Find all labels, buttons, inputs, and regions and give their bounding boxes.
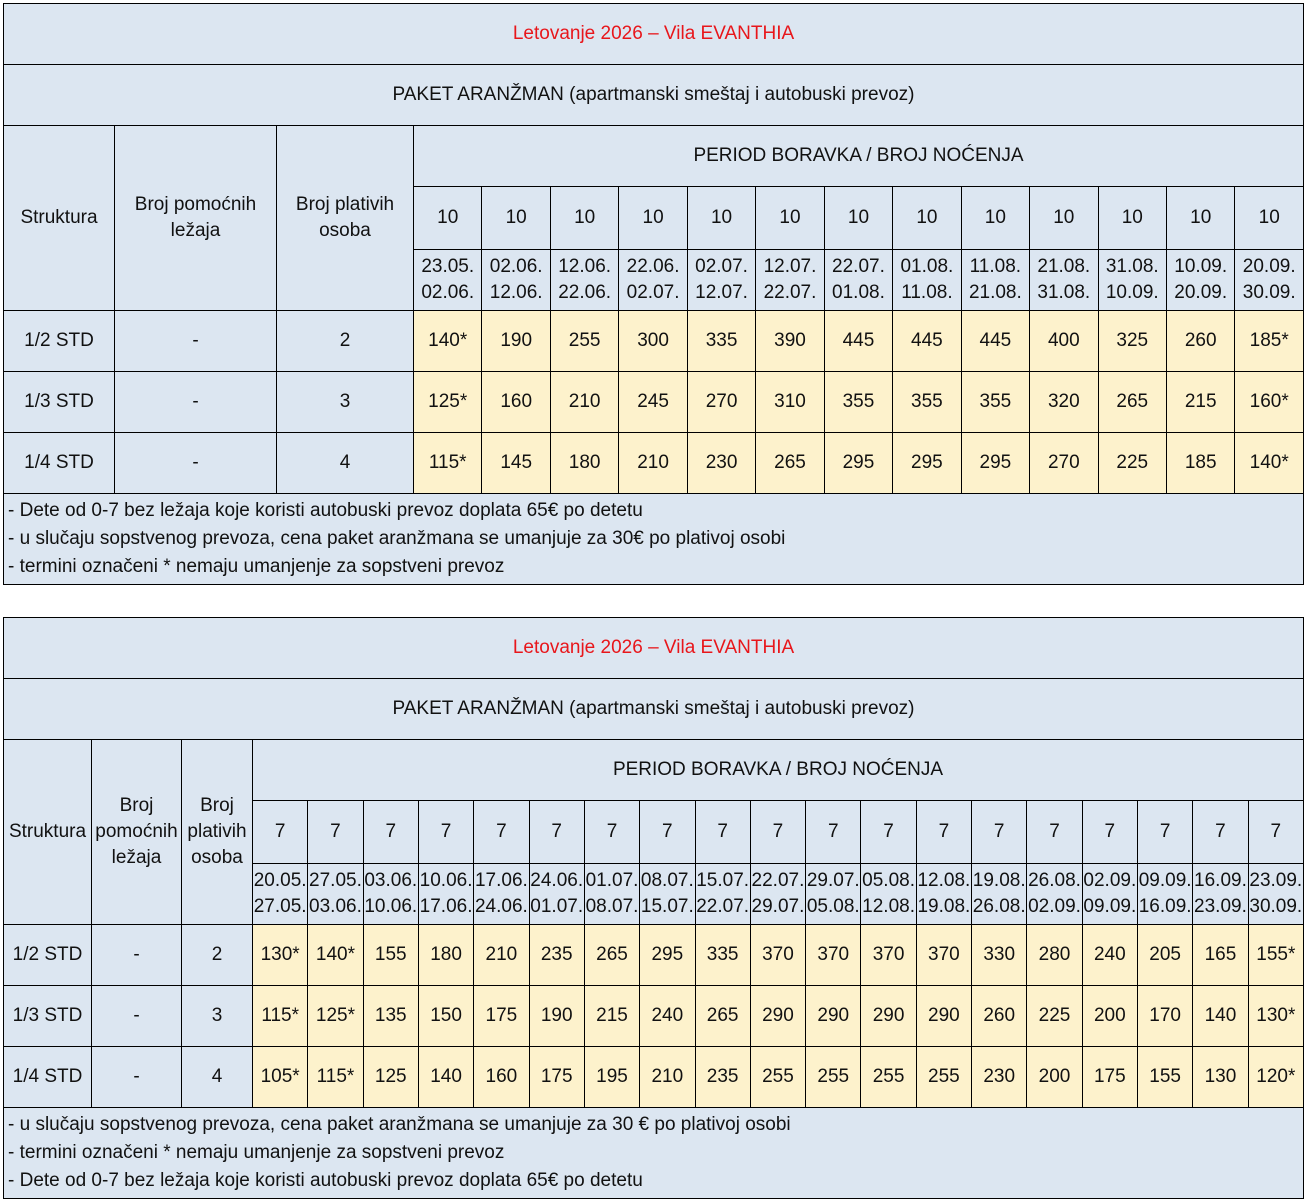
nights-cell: 10 [1030,187,1098,250]
price-cell: 400 [1030,311,1098,372]
price-cell: 270 [687,372,755,433]
price-cell: 295 [961,433,1029,494]
date-range-cell [584,864,639,925]
table-row [4,1047,1304,1108]
price-cell: 445 [893,311,961,372]
price-cell: 140* [1235,433,1304,494]
price-cell: 225 [1027,986,1082,1047]
price-cell: 155 [363,925,418,986]
date-from: 22.07. [751,870,805,891]
date-to: 12.06. [489,282,543,303]
date-to: 27.05. [253,896,307,917]
price-cell: 185* [1235,311,1304,372]
price-cell: 135 [363,986,418,1047]
row-plativ: 2 [277,311,414,372]
date-range-cell [474,864,529,925]
header-struktura: Struktura [4,740,92,925]
header-period: PERIOD BORAVKA / BROJ NOĆENJA [253,740,1304,801]
date-from: 17.06. [474,870,528,891]
date-from: 23.05. [421,256,475,277]
price-cell: 190 [529,986,584,1047]
row-struktura: 1/4 STD [4,1047,92,1108]
row-struktura: 1/3 STD [4,372,115,433]
price-table-10-nights [3,3,1304,585]
date-range-cell [806,864,861,925]
price-cell: 140 [1193,986,1248,1047]
nights-cell: 7 [529,801,584,864]
price-cell: 355 [893,372,961,433]
date-from: 03.06. [364,870,418,891]
price-cell: 335 [695,925,750,986]
price-cell: 295 [824,433,892,494]
header-pomocni-lezaji: Broj pomoćnih ležaja [115,126,277,311]
date-to: 16.09. [1138,896,1192,917]
price-cell: 255 [861,1047,916,1108]
date-to: 15.07. [640,896,694,917]
date-from: 24.06. [530,870,584,891]
date-to: 23.09. [1194,896,1247,917]
price-cell: 140 [418,1047,473,1108]
date-from: 08.07. [640,870,694,891]
price-cell: 370 [916,925,971,986]
date-range-cell [893,250,961,311]
price-cell: 280 [1027,925,1082,986]
date-range-cell [1166,250,1234,311]
row-pomocni: - [92,986,182,1047]
nights-cell: 7 [1193,801,1248,864]
date-to: 26.08. [972,896,1026,917]
price-cell: 115* [414,433,482,494]
row-struktura: 1/4 STD [4,433,115,494]
date-range-cell [972,864,1027,925]
price-cell: 260 [1166,311,1234,372]
nights-cell: 7 [916,801,971,864]
price-cell: 325 [1098,311,1166,372]
price-cell: 290 [750,986,805,1047]
nights-cell: 7 [695,801,750,864]
date-from: 23.09. [1249,870,1303,891]
notes [4,494,1304,585]
row-plativ: 2 [182,925,253,986]
nights-cell: 7 [584,801,639,864]
price-cell: 355 [824,372,892,433]
row-struktura: 1/2 STD [4,925,92,986]
date-range-cell [418,864,473,925]
nights-cell: 10 [824,187,892,250]
date-range-cell [529,864,584,925]
date-from: 22.07. [832,256,885,277]
nights-cell: 7 [640,801,695,864]
date-range-cell [824,250,892,311]
price-cell: 175 [474,986,529,1047]
date-from: 26.08. [1028,870,1081,891]
date-to: 08.07. [585,896,639,917]
price-cell: 175 [529,1047,584,1108]
price-cell: 160 [474,1047,529,1108]
price-cell: 235 [529,925,584,986]
price-cell: 210 [619,433,687,494]
price-cell: 165 [1193,925,1248,986]
date-from: 11.08. [969,256,1022,277]
note-line: - u slučaju sopstvenog prevoza, cena paket aranžmana se umanjuje za 30 € po plativoj osobi [8,1114,791,1135]
row-struktura: 1/2 STD [4,311,115,372]
table-row [4,986,1304,1047]
date-from: 05.08. [862,870,915,891]
date-range-cell [1248,864,1303,925]
nights-cell: 7 [308,801,363,864]
date-from: 27.05. [309,870,362,891]
date-range-cell [1138,864,1193,925]
nights-cell: 7 [1027,801,1082,864]
date-to: 02.07. [626,282,680,303]
price-cell: 115* [308,1047,363,1108]
date-range-cell [916,864,971,925]
price-cell: 255 [806,1047,861,1108]
date-range-cell [1082,864,1137,925]
price-cell: 290 [861,986,916,1047]
nights-cell: 7 [861,801,916,864]
header-plative-osobe: Broj plativih osoba [277,126,414,311]
price-cell: 355 [961,372,1029,433]
date-to: 22.07. [696,896,750,917]
date-from: 02.07. [695,256,748,277]
nights-cell: 10 [1235,187,1304,250]
date-from: 09.09. [1138,870,1192,891]
price-cell: 180 [550,433,618,494]
nights-cell: 7 [972,801,1027,864]
price-cell: 155* [1248,925,1303,986]
date-to: 10.06. [364,896,418,917]
date-from: 22.06. [626,256,680,277]
row-plativ: 4 [277,433,414,494]
date-from: 19.08. [972,870,1026,891]
table-row [4,372,1304,433]
price-cell: 265 [584,925,639,986]
nights-cell: 10 [414,187,482,250]
price-cell: 200 [1082,986,1137,1047]
price-cell: 265 [695,986,750,1047]
date-range-cell [414,250,482,311]
price-cell: 370 [806,925,861,986]
price-cell: 125* [308,986,363,1047]
nights-cell: 10 [893,187,961,250]
table-title: Letovanje 2026 – Vila EVANTHIA [4,618,1304,679]
date-from: 10.09. [1174,256,1228,277]
date-range-cell [687,250,755,311]
date-from: 01.08. [900,256,954,277]
row-pomocni: - [115,433,277,494]
date-from: 02.06. [489,256,543,277]
price-cell: 155 [1138,1047,1193,1108]
note-line: - Dete od 0-7 bez ležaja koje koristi autobuski prevoz doplata 65€ po detetu [8,1170,643,1191]
date-range-cell [619,250,687,311]
price-cell: 300 [619,311,687,372]
date-from: 01.07. [585,870,639,891]
price-cell: 265 [1098,372,1166,433]
date-to: 19.08. [917,896,971,917]
date-range-cell [861,864,916,925]
price-cell: 105* [253,1047,308,1108]
date-range-cell [640,864,695,925]
row-plativ: 3 [277,372,414,433]
price-cell: 210 [640,1047,695,1108]
date-from: 15.07. [696,870,750,891]
price-cell: 205 [1138,925,1193,986]
price-cell: 255 [916,1047,971,1108]
row-pomocni: - [115,372,277,433]
date-to: 31.08. [1037,282,1091,303]
price-cell: 290 [916,986,971,1047]
price-cell: 215 [584,986,639,1047]
date-from: 20.09. [1242,256,1296,277]
date-from: 21.08. [1037,256,1091,277]
price-cell: 180 [418,925,473,986]
date-to: 03.06. [309,896,362,917]
date-range-cell [1098,250,1166,311]
date-to: 30.09. [1249,896,1303,917]
price-cell: 235 [695,1047,750,1108]
price-cell: 210 [550,372,618,433]
date-from: 12.06. [558,256,612,277]
price-cell: 130 [1193,1047,1248,1108]
date-range-cell [482,250,550,311]
note-line: - termini označeni * nemaju umanjenje za sopstveni prevoz [8,556,505,577]
price-cell: 445 [961,311,1029,372]
table-row [4,925,1304,986]
price-cell: 185 [1166,433,1234,494]
price-cell: 370 [750,925,805,986]
price-cell: 130* [1248,986,1303,1047]
date-to: 20.09. [1174,282,1228,303]
price-cell: 190 [482,311,550,372]
nights-cell: 7 [1138,801,1193,864]
nights-cell: 10 [1098,187,1166,250]
price-cell: 240 [640,986,695,1047]
price-cell: 310 [756,372,824,433]
date-from: 10.06. [419,870,473,891]
nights-cell: 7 [1248,801,1303,864]
nights-cell: 10 [961,187,1029,250]
price-cell: 320 [1030,372,1098,433]
price-cell: 140* [308,925,363,986]
price-cell: 335 [687,311,755,372]
date-range-cell [1027,864,1082,925]
price-cell: 240 [1082,925,1137,986]
date-range-cell [253,864,308,925]
price-cell: 115* [253,986,308,1047]
header-struktura: Struktura [4,126,115,311]
date-range-cell [550,250,618,311]
date-range-cell [363,864,418,925]
note-line: - Dete od 0-7 bez ležaja koje koristi autobuski prevoz doplata 65€ po detetu [8,500,643,521]
nights-cell: 7 [806,801,861,864]
price-cell: 270 [1030,433,1098,494]
date-from: 12.07. [763,256,817,277]
date-from: 12.08. [917,870,971,891]
date-range-cell [308,864,363,925]
notes [4,1108,1304,1199]
price-cell: 330 [972,925,1027,986]
date-to: 02.06. [421,282,475,303]
date-range-cell [695,864,750,925]
nights-cell: 10 [687,187,755,250]
price-cell: 160 [482,372,550,433]
date-to: 12.07. [695,282,748,303]
nights-cell: 10 [619,187,687,250]
date-range-cell [961,250,1029,311]
price-cell: 390 [756,311,824,372]
nights-cell: 7 [363,801,418,864]
date-range-cell [1030,250,1098,311]
nights-cell: 7 [474,801,529,864]
date-to: 12.08. [862,896,915,917]
price-cell: 130* [253,925,308,986]
nights-cell: 7 [418,801,473,864]
date-range-cell [750,864,805,925]
nights-cell: 10 [756,187,824,250]
price-cell: 175 [1082,1047,1137,1108]
date-to: 05.08. [806,896,860,917]
nights-cell: 7 [1082,801,1137,864]
date-to: 30.09. [1242,282,1296,303]
price-cell: 445 [824,311,892,372]
date-from: 29.07. [806,870,860,891]
row-pomocni: - [92,1047,182,1108]
row-struktura: 1/3 STD [4,986,92,1047]
price-cell: 150 [418,986,473,1047]
date-to: 11.08. [901,282,953,303]
price-cell: 215 [1166,372,1234,433]
price-cell: 295 [640,925,695,986]
header-pomocni-lezaji: Broj pomoćnih ležaja [92,740,182,925]
date-to: 29.07. [751,896,805,917]
date-to: 09.09. [1083,896,1137,917]
price-cell: 295 [893,433,961,494]
price-cell: 230 [972,1047,1027,1108]
price-cell: 265 [756,433,824,494]
price-cell: 290 [806,986,861,1047]
price-cell: 245 [619,372,687,433]
price-cell: 255 [550,311,618,372]
row-pomocni: - [115,311,277,372]
price-cell: 255 [750,1047,805,1108]
price-table-7-nights [3,617,1304,1199]
package-subtitle: PAKET ARANŽMAN (apartmanski smeštaj i autobuski prevoz) [4,65,1304,126]
price-cell: 145 [482,433,550,494]
price-cell: 230 [687,433,755,494]
date-to: 22.06. [558,282,612,303]
price-cell: 170 [1138,986,1193,1047]
date-to: 01.07. [530,896,584,917]
price-cell: 370 [861,925,916,986]
nights-cell: 10 [1166,187,1234,250]
header-period: PERIOD BORAVKA / BROJ NOĆENJA [414,126,1304,187]
nights-cell: 7 [253,801,308,864]
nights-cell: 10 [550,187,618,250]
price-cell: 195 [584,1047,639,1108]
date-to: 17.06. [419,896,473,917]
date-to: 21.08. [968,282,1022,303]
date-to: 22.07. [763,282,817,303]
price-cell: 260 [972,986,1027,1047]
date-range-cell [756,250,824,311]
note-line: - u slučaju sopstvenog prevoza, cena paket aranžmana se umanjuje za 30€ po plativoj osobi [8,528,786,549]
table-title: Letovanje 2026 – Vila EVANTHIA [4,4,1304,65]
date-to: 01.08. [832,282,885,303]
table-row [4,433,1304,494]
row-plativ: 4 [182,1047,253,1108]
date-range-cell [1193,864,1248,925]
date-to: 10.09. [1105,282,1159,303]
price-cell: 200 [1027,1047,1082,1108]
row-pomocni: - [92,925,182,986]
package-subtitle: PAKET ARANŽMAN (apartmanski smeštaj i autobuski prevoz) [4,679,1304,740]
date-range-cell [1235,250,1304,311]
row-plativ: 3 [182,986,253,1047]
date-from: 02.09. [1083,870,1137,891]
price-cell: 210 [474,925,529,986]
note-line: - termini označeni * nemaju umanjenje za sopstveni prevoz [8,1142,505,1163]
price-cell: 225 [1098,433,1166,494]
date-from: 16.09. [1194,870,1247,891]
date-to: 24.06. [474,896,528,917]
date-to: 02.09. [1028,896,1081,917]
header-plative-osobe: Broj plativih osoba [182,740,253,925]
date-from: 20.05. [253,870,307,891]
price-cell: 160* [1235,372,1304,433]
price-cell: 140* [414,311,482,372]
price-cell: 125* [414,372,482,433]
nights-cell: 7 [750,801,805,864]
price-cell: 120* [1248,1047,1303,1108]
table-row [4,311,1304,372]
date-from: 31.08. [1105,256,1159,277]
nights-cell: 10 [482,187,550,250]
price-cell: 125 [363,1047,418,1108]
